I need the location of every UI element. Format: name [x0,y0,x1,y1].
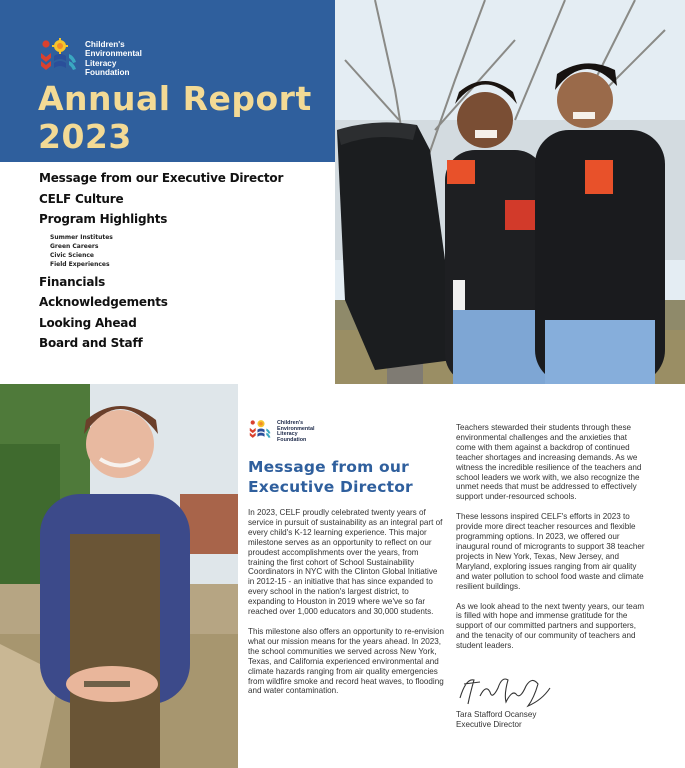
report-title-line1: Annual Report [38,79,312,118]
table-of-contents [39,168,329,354]
celf-logo-text: Children's Environmental Literacy Foundation [85,40,142,78]
director-signature [456,670,556,710]
message-title-line2: Executive Director [248,478,413,496]
students-photo [335,0,685,384]
director-photo-illustration [0,384,238,768]
message-paragraph: As we look ahead to the next twenty years, our team is filled with hope and immense gratitude for the support of our committed partners and supporters, and the tenacity of our community of teachers and student leaders. [456,601,645,651]
toc-item-acknowledgements[interactable]: Acknowledgements [39,295,168,309]
report-title [38,80,312,156]
message-title-line1: Message from our [248,458,409,476]
toc-subitems [39,233,329,269]
toc-item-program-highlights[interactable]: Program Highlights [39,212,168,226]
message-title [248,457,448,497]
director-photo [0,384,238,768]
message-paragraph: Teachers stewarded their students through these environmental challenges and the anxieties that come with them against a backdrop of continued teacher shortages and increasing demands. As we witness the incredible resilience of the teachers and school leaders we work with, we also recognize the unmet needs that must be addressed to effectively support under-resourced schools. [456,423,642,502]
signer-role: Executive Director [456,720,522,729]
message-paragraph: In 2023, CELF proudly celebrated twenty years of service in pursuit of sustainability as an integral part of every child's K-12 learning experience. This major milestone serves as an opportunity to reflect on our proudest accomplishments over the years, from training the first cohort of School Sustainability Coordinators in NYC with the Clinton Global Initiative in 2012-15 - an initiative that has since expanded to every school in the nation's largest district, to expanding to Houston in 2019 where we've so far reached over 1,000 educators and 30,000 students. [248,508,443,617]
toc-subitem-summer-institutes[interactable]: Summer Institutes [50,233,113,241]
toc-subitem-green-careers[interactable]: Green Careers [50,242,99,250]
report-title-year: 2023 [38,117,132,156]
students-photo-illustration [335,0,685,384]
message-paragraph: This milestone also offers an opportunity to re-envision what our mission means for the years ahead. In 2023, the school communities we served across New York, Texas, and California experienced environmental and climate hazards ranging from air quality emergencies from wildfire smoke and record heat waves, to flooding and water contamination. [248,626,445,696]
celf-logo [38,38,82,82]
signer-name: Tara Stafford Ocansey [456,710,537,719]
message-column-left [248,508,444,706]
toc-item-message[interactable]: Message from our Executive Director [39,171,284,185]
toc-item-looking-ahead[interactable]: Looking Ahead [39,315,137,330]
toc-item-culture[interactable]: CELF Culture [39,191,124,206]
celf-logo-text-small: Children's Environmental Literacy Foundation [277,420,315,443]
message-paragraph: These lessons inspired CELF's efforts in 2023 to provide more direct teacher resources and flexible programming options. In 2023, we offered our inaugural round of microgrants to support 38 teacher projects in New York, Texas, New Jersey, and Maryland, exploring issues ranging from air quality and water pollution to school food waste and climate resilient buildings. [456,512,645,591]
toc-subitem-civic-science[interactable]: Civic Science [50,251,94,259]
celf-logo-icon-small [248,419,274,445]
message-celf-logo [248,419,314,445]
celf-logo-icon [38,38,82,82]
toc-item-financials[interactable]: Financials [39,274,106,289]
toc-item-board-and-staff[interactable]: Board and Staff [39,336,143,350]
toc-subitem-field-experiences[interactable]: Field Experiences [50,260,110,268]
message-column-right [456,423,646,661]
cover-banner [0,0,335,162]
